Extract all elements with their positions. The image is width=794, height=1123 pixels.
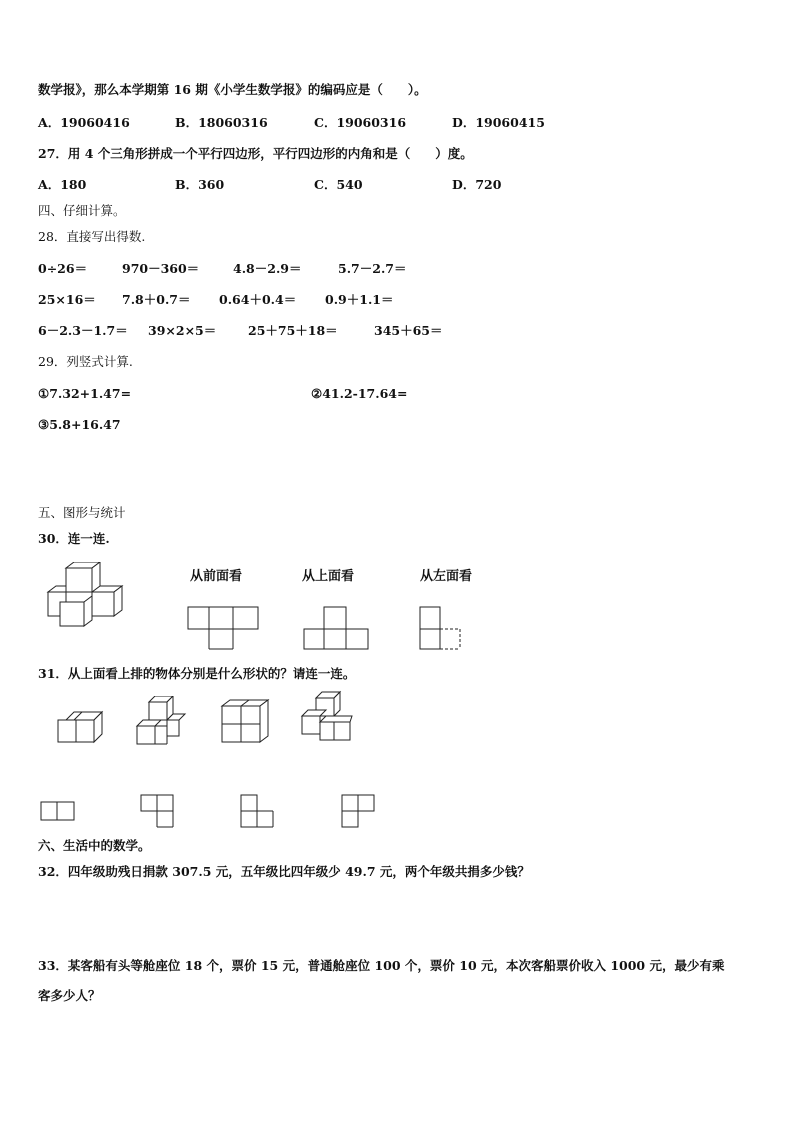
q30-top-view-shape: [302, 605, 372, 651]
q27-option-d: D．720: [452, 177, 502, 192]
q31-object-3: [220, 698, 270, 744]
q31-object-2: [135, 696, 187, 746]
q31-title: 31．从上面看上排的物体分别是什么形状的？请连一连。: [38, 666, 356, 681]
q30-cube-stack-figure: [40, 562, 140, 634]
q29-item-1-mark: ①: [38, 386, 50, 401]
q31-object-4: [300, 690, 354, 744]
q28-r2-c3: 0.64＋0.4＝: [219, 292, 297, 307]
q29-item-1: [38, 386, 131, 402]
q29-item-2-mark: ②: [311, 386, 323, 401]
q29-item-1-expr: 7.32+1.47=: [49, 386, 132, 401]
q30-view-left-label: 从左面看: [420, 569, 473, 584]
q29-item-3-expr: 5.8+16.47: [49, 417, 121, 432]
q26-option-b: B．18060316: [175, 115, 268, 130]
q28-r1-c4: 5.7－2.7＝: [338, 261, 407, 276]
section4-title: 四、仔细计算。: [38, 203, 126, 218]
q27-text: 27．用 4 个三角形拼成一个平行四边形，平行四边形的内角和是（ ）度。: [38, 146, 473, 161]
q29-item-3: [38, 417, 121, 433]
q28-r1-c1: 0÷26＝: [38, 261, 88, 276]
q29-title: 29．列竖式计算.: [38, 354, 133, 369]
q29-item-2-expr: 41.2-17.64=: [322, 386, 408, 401]
q27-option-c: C．540: [314, 177, 363, 192]
q28-r3-c3: 25＋75＋18＝: [248, 323, 338, 338]
q30-view-front-label: 从前面看: [190, 569, 243, 584]
q30-front-view-shape: [186, 605, 262, 651]
q28-r1-c3: 4.8－2.9＝: [233, 261, 302, 276]
q33-line1: 33．某客船有头等舱座位 18 个，票价 15 元，普通舱座位 100 个，票价 10 元，本次客船票价收入 1000 元，最少有乘: [38, 958, 725, 973]
q26-option-a: A．19060416: [38, 115, 130, 130]
q28-r2-c1: 25×16＝: [38, 292, 96, 307]
section5-title: 五、图形与统计: [38, 505, 126, 520]
q31-object-1: [56, 706, 106, 744]
q27-option-b: B．360: [175, 177, 225, 192]
q28-r2-c2: 7.8＋0.7＝: [122, 292, 191, 307]
q26-text: 数学报》，那么本学期第 16 期《小学生数学报》的编码应是（ ）。: [38, 82, 427, 97]
q28-title: 28．直接写出得数.: [38, 229, 146, 244]
q30-title: 30．连一连.: [38, 531, 110, 546]
q28-r2-c4: 0.9＋1.1＝: [325, 292, 394, 307]
q31-shape-3: [240, 794, 276, 830]
q31-shape-1: [40, 800, 76, 822]
q27-option-a: A．180: [38, 177, 87, 192]
q28-r3-c2: 39×2×5＝: [148, 323, 217, 338]
q26-option-c: C．19060316: [314, 115, 407, 130]
q28-r1-c2: 970－360＝: [122, 261, 200, 276]
q26-option-d: D．19060415: [452, 115, 545, 130]
q28-r3-c1: 6－2.3－1.7＝: [38, 323, 128, 338]
q31-shape-2: [140, 794, 176, 830]
q31-shape-4: [341, 794, 377, 830]
section6-title: 六、生活中的数学。: [38, 838, 151, 853]
q33-line2: 客多少人？: [38, 988, 101, 1003]
q29-item-2: [311, 386, 407, 402]
q28-r3-c4: 345＋65＝: [374, 323, 443, 338]
q30-left-view-shape: [418, 605, 464, 651]
q32-text: 32．四年级助残日捐款 307.5 元，五年级比四年级少 49.7 元，两个年级共捐多少钱？: [38, 864, 530, 879]
q30-view-top-label: 从上面看: [302, 569, 355, 584]
q29-item-3-mark: ③: [38, 417, 50, 432]
